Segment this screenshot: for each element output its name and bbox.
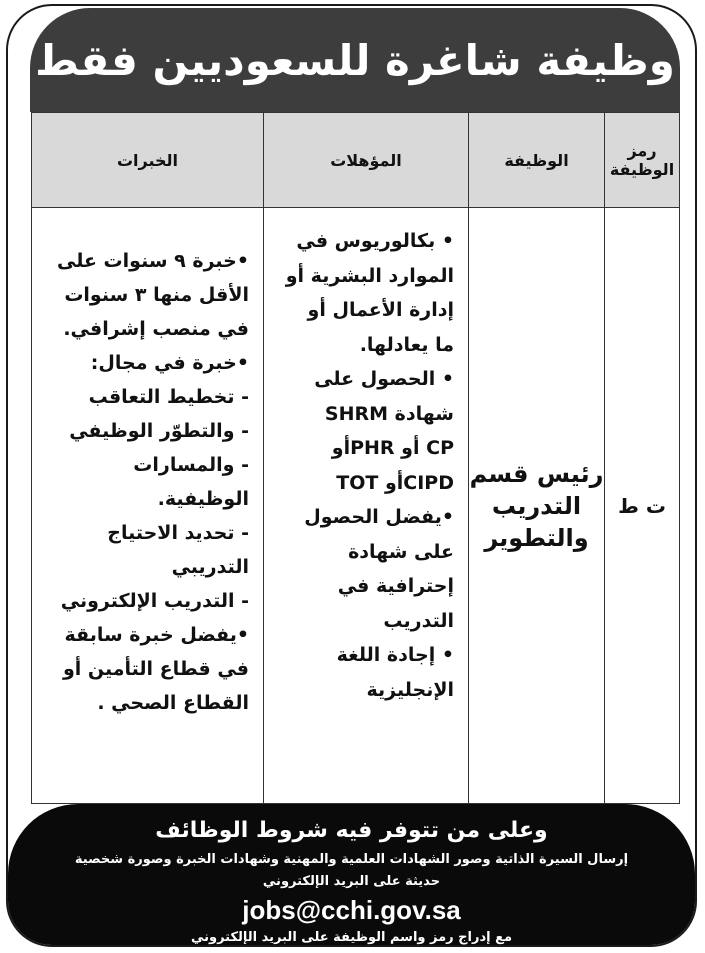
experience-text: •خبرة ٩ سنوات على الأقل منها ٣ سنوات في منصب إشرافي. •خبرة في مجال: - تخطيط التعاقب - والتطوّر الوظيفي - والمسارات الوظيفية. - تحديد الاحتياج التدريبي - التدريب الإلكتروني •يفضل خبرة سابقة في قطاع التأمين أو القطاع الصحي . xyxy=(56,250,249,714)
job-ad-frame xyxy=(6,4,697,947)
footer-heading: وعلى من تتوفر فيه شروط الوظائف xyxy=(155,818,548,843)
vacancy-table xyxy=(31,112,680,804)
job-title-cell: رئيس قسم التدريب والتطوير xyxy=(469,208,605,804)
header-experience: الخبرات xyxy=(32,113,264,208)
experience-cell xyxy=(32,208,264,804)
job-code-cell: ت ط xyxy=(605,208,680,804)
header-job-code: رمز الوظيفة xyxy=(605,113,680,208)
header-job-title: الوظيفة xyxy=(469,113,605,208)
header-qualifications: المؤهلات xyxy=(264,113,469,208)
application-footer xyxy=(8,804,695,947)
footer-note: مع إدراج رمز واسم الوظيفة على البريد الإلكتروني xyxy=(190,930,513,945)
table-header-row xyxy=(32,113,680,208)
footer-instructions: إرسال السيرة الذاتية وصور الشهادات العلمية والمهنية وشهادات الخبرة وصورة شخصية حديثة على البريد الإلكتروني xyxy=(74,852,629,889)
title-banner xyxy=(30,8,680,112)
table-row xyxy=(32,208,680,804)
contact-email[interactable]: jobs@cchi.gov.sa xyxy=(242,895,461,925)
ad-title: وظيفة شاغرة للسعوديين فقط xyxy=(35,35,675,85)
qualifications-text: • بكالوريوس في الموارد البشرية أو إدارة الأعمال أو ما يعادلها. • الحصول على شهادة SHRM CP أو PHRأو CIPDأو TOT •يفضل الحصول على شهادة إحترافية في التدريب • إجادة اللغة الإنجليزية xyxy=(285,230,454,701)
qualifications-cell xyxy=(264,208,469,804)
